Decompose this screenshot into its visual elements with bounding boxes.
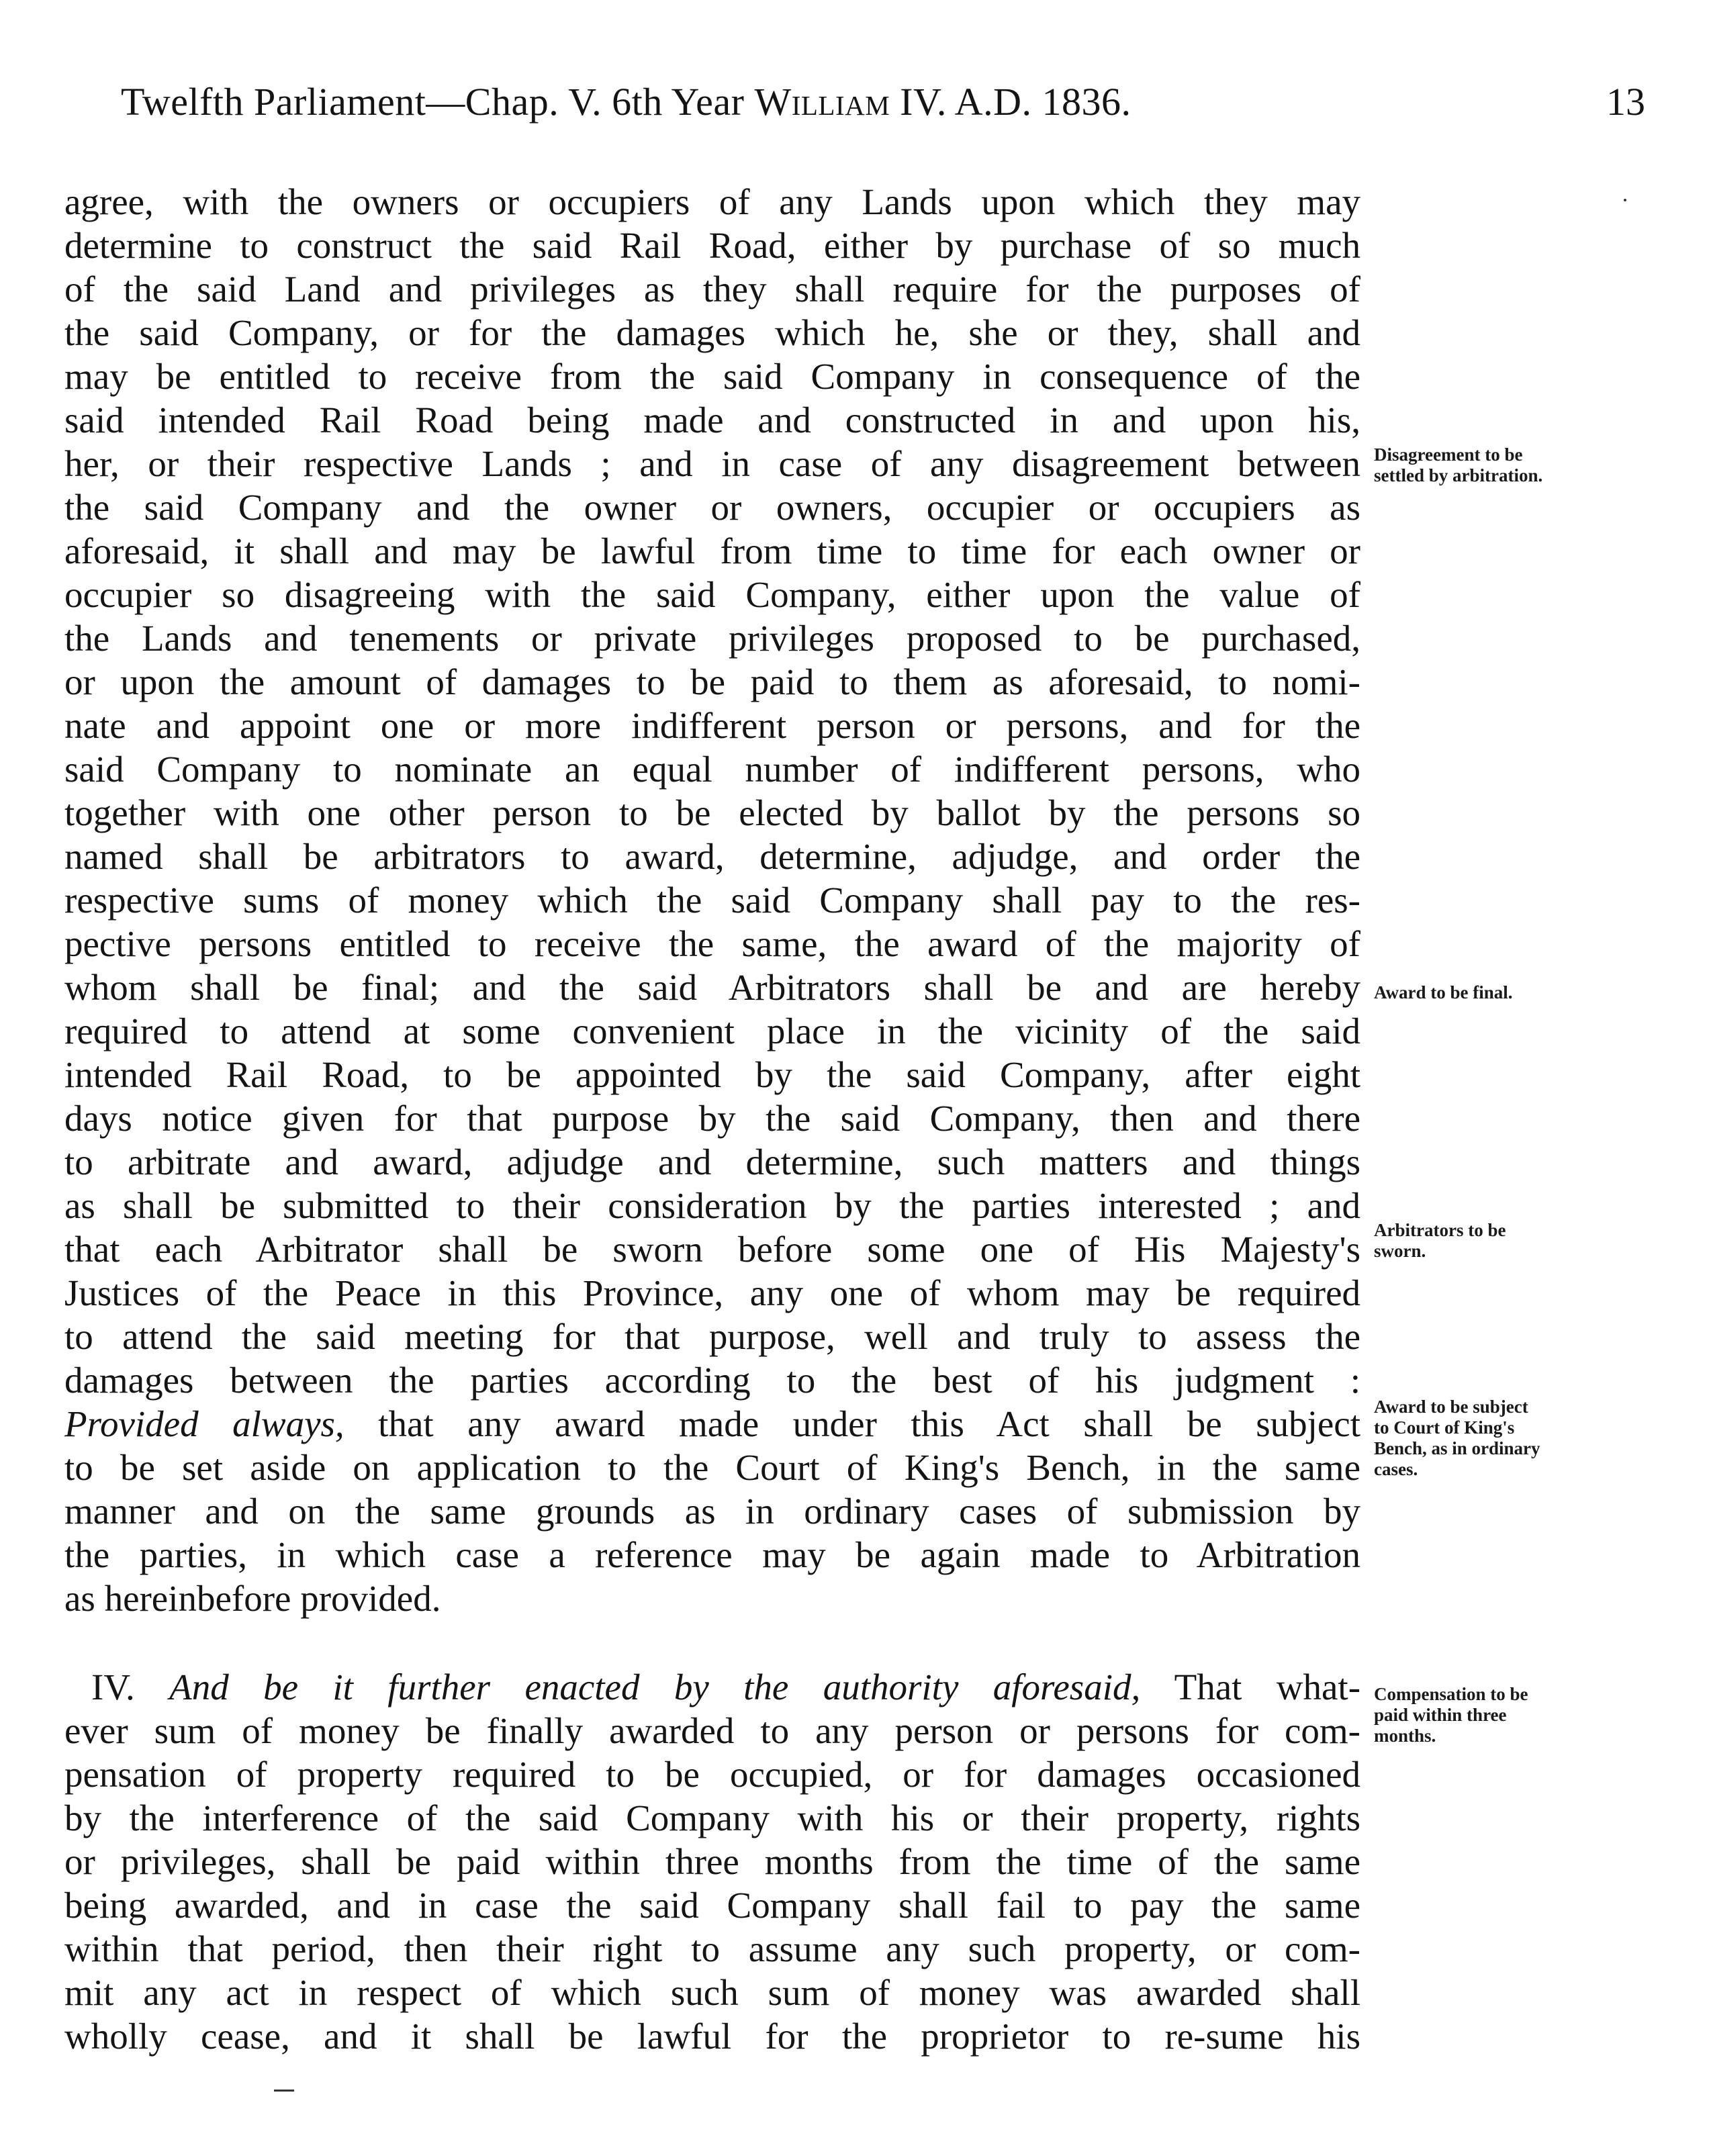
text-line: manner and on the same grounds as in ordinary cases of submission by <box>64 1491 1360 1532</box>
text-line: pective persons entitled to receive the same, the award of the majority of <box>64 923 1360 964</box>
text-line: may be entitled to receive from the said Company in consequence of the <box>64 356 1360 397</box>
text-line: said Company to nominate an equal number of indifferent persons, who <box>64 749 1360 790</box>
text-line: pensation of property required to be occupied, or for damages occasioned <box>64 1754 1360 1795</box>
margin-note-line: to Court of King's <box>1374 1417 1515 1438</box>
text-line: days notice given for that purpose by the said Company, then and there <box>64 1098 1360 1139</box>
proviso-italic: Provided always, <box>64 1403 344 1444</box>
text-line: that each Arbitrator shall be sworn before some one of His Majesty's <box>64 1229 1360 1270</box>
text-line: agree, with the owners or occupiers of any Lands upon which they may <box>64 181 1360 222</box>
text-line: together with one other person to be elected by ballot by the persons so <box>64 792 1360 833</box>
text-line: of the said Land and privileges as they shall require for the purposes of <box>64 269 1360 310</box>
section-4-first-line-rest: That what- <box>1140 1667 1361 1707</box>
running-title <box>121 79 1131 124</box>
text-line: respective sums of money which the said Company shall pay to the res- <box>64 880 1360 921</box>
text-line: occupier so disagreeing with the said Company, either upon the value of <box>64 574 1360 615</box>
margin-note-compensation <box>1374 1684 1656 1746</box>
text-line: within that period, then their right to assume any such property, or com- <box>64 1928 1360 1969</box>
text-line: aforesaid, it shall and may be lawful from time to time for each owner or <box>64 530 1360 571</box>
margin-note-line: paid within three <box>1374 1705 1507 1725</box>
text-line: to be set aside on application to the Court of King's Bench, in the same <box>64 1447 1360 1488</box>
text-line: to attend the said meeting for that purpose, well and truly to assess the <box>64 1316 1360 1357</box>
text-line: mit any act in respect of which such sum of money was awarded shall <box>64 1972 1360 2013</box>
section-4-first-line <box>64 1665 1360 1709</box>
text-line: by the interference of the said Company with his or their property, rights <box>64 1797 1360 1838</box>
text-line: to arbitrate and award, adjudge and determine, such matters and things <box>64 1141 1360 1182</box>
text-line: nate and appoint one or more indifferent person or persons, and for the <box>64 705 1360 746</box>
text-line: named shall be arbitrators to award, determine, adjudge, and order the <box>64 836 1360 877</box>
text-line: determine to construct the said Rail Road, either by purchase of so much <box>64 225 1360 266</box>
margin-note-disagreement <box>1374 444 1656 486</box>
margin-note-line: Award to be subject <box>1374 1397 1528 1417</box>
page-header <box>121 79 1645 140</box>
margin-note-line: sworn. <box>1374 1241 1426 1261</box>
text-line: intended Rail Road, to be appointed by the said Company, after eight <box>64 1054 1360 1095</box>
text-line: her, or their respective Lands ; and in case of any disagreement between <box>64 443 1360 484</box>
text-line: wholly cease, and it shall be lawful for the proprietor to re-sume his <box>64 2016 1360 2057</box>
margin-note-line: months. <box>1374 1726 1436 1746</box>
text-line: or privileges, shall be paid within three months from the time of the same <box>64 1841 1360 1882</box>
text-line: ever sum of money be finally awarded to any person or persons for com- <box>64 1710 1360 1751</box>
section-number: IV. <box>91 1667 135 1707</box>
margin-note-line: Arbitrators to be <box>1374 1220 1506 1240</box>
enacting-clause: And be it further enacted by the authority aforesaid, <box>169 1667 1141 1707</box>
running-title-king: William <box>754 80 890 124</box>
running-title-prefix: Twelfth Parliament—Chap. V. 6th Year <box>121 80 755 124</box>
running-title-suffix: IV. A.D. 1836. <box>890 80 1131 124</box>
text-line: the Lands and tenements or private privileges proposed to be purchased, <box>64 618 1360 659</box>
section-4 <box>64 1665 1360 2058</box>
text-line: the said Company, or for the damages which he, she or they, shall and <box>64 312 1360 353</box>
margin-note-award-subject <box>1374 1397 1656 1480</box>
margin-note-arbitrators-sworn <box>1374 1220 1656 1262</box>
text-line: whom shall be final; and the said Arbitrators shall be and are hereby <box>64 967 1360 1008</box>
text-line: as hereinbefore provided. <box>64 1578 441 1619</box>
text-line: Justices of the Peace in this Province, any one of whom may be required <box>64 1272 1360 1313</box>
text-line: damages between the parties according to the best of his judgment : <box>64 1360 1360 1401</box>
text-line: being awarded, and in case the said Company shall fail to pay the same <box>64 1885 1360 1926</box>
text-line: said intended Rail Road being made and constructed in and upon his, <box>64 400 1360 440</box>
text-line: required to attend at some convenient place in the vicinity of the said <box>64 1011 1360 1051</box>
page-number: 13 <box>1606 80 1645 124</box>
stray-ink-dash <box>274 2090 294 2092</box>
margin-note-line: Award to be final. <box>1374 982 1513 1002</box>
section-3-continued <box>64 180 1360 1620</box>
stray-ink-mark <box>1624 199 1626 201</box>
margin-note-line: Disagreement to be <box>1374 444 1523 465</box>
margin-note-award-final <box>1374 982 1656 1003</box>
text-line: the parties, in which case a reference may be again made to Arbitration <box>64 1534 1360 1575</box>
margin-note-line: cases. <box>1374 1459 1418 1479</box>
text-line: the said Company and the owner or owners, occupier or occupiers as <box>64 487 1360 528</box>
proviso-rest: that any award made under this Act shall be subject <box>344 1403 1361 1444</box>
margin-note-line: Bench, as in ordinary <box>1374 1438 1540 1458</box>
text-line: as shall be submitted to their consideration by the parties interested ; and <box>64 1185 1360 1226</box>
margin-note-line: Compensation to be <box>1374 1684 1528 1704</box>
margin-note-line: settled by arbitration. <box>1374 465 1543 485</box>
text-line: or upon the amount of damages to be paid to them as aforesaid, to nomi- <box>64 661 1360 702</box>
proviso-line <box>64 1402 1360 1446</box>
